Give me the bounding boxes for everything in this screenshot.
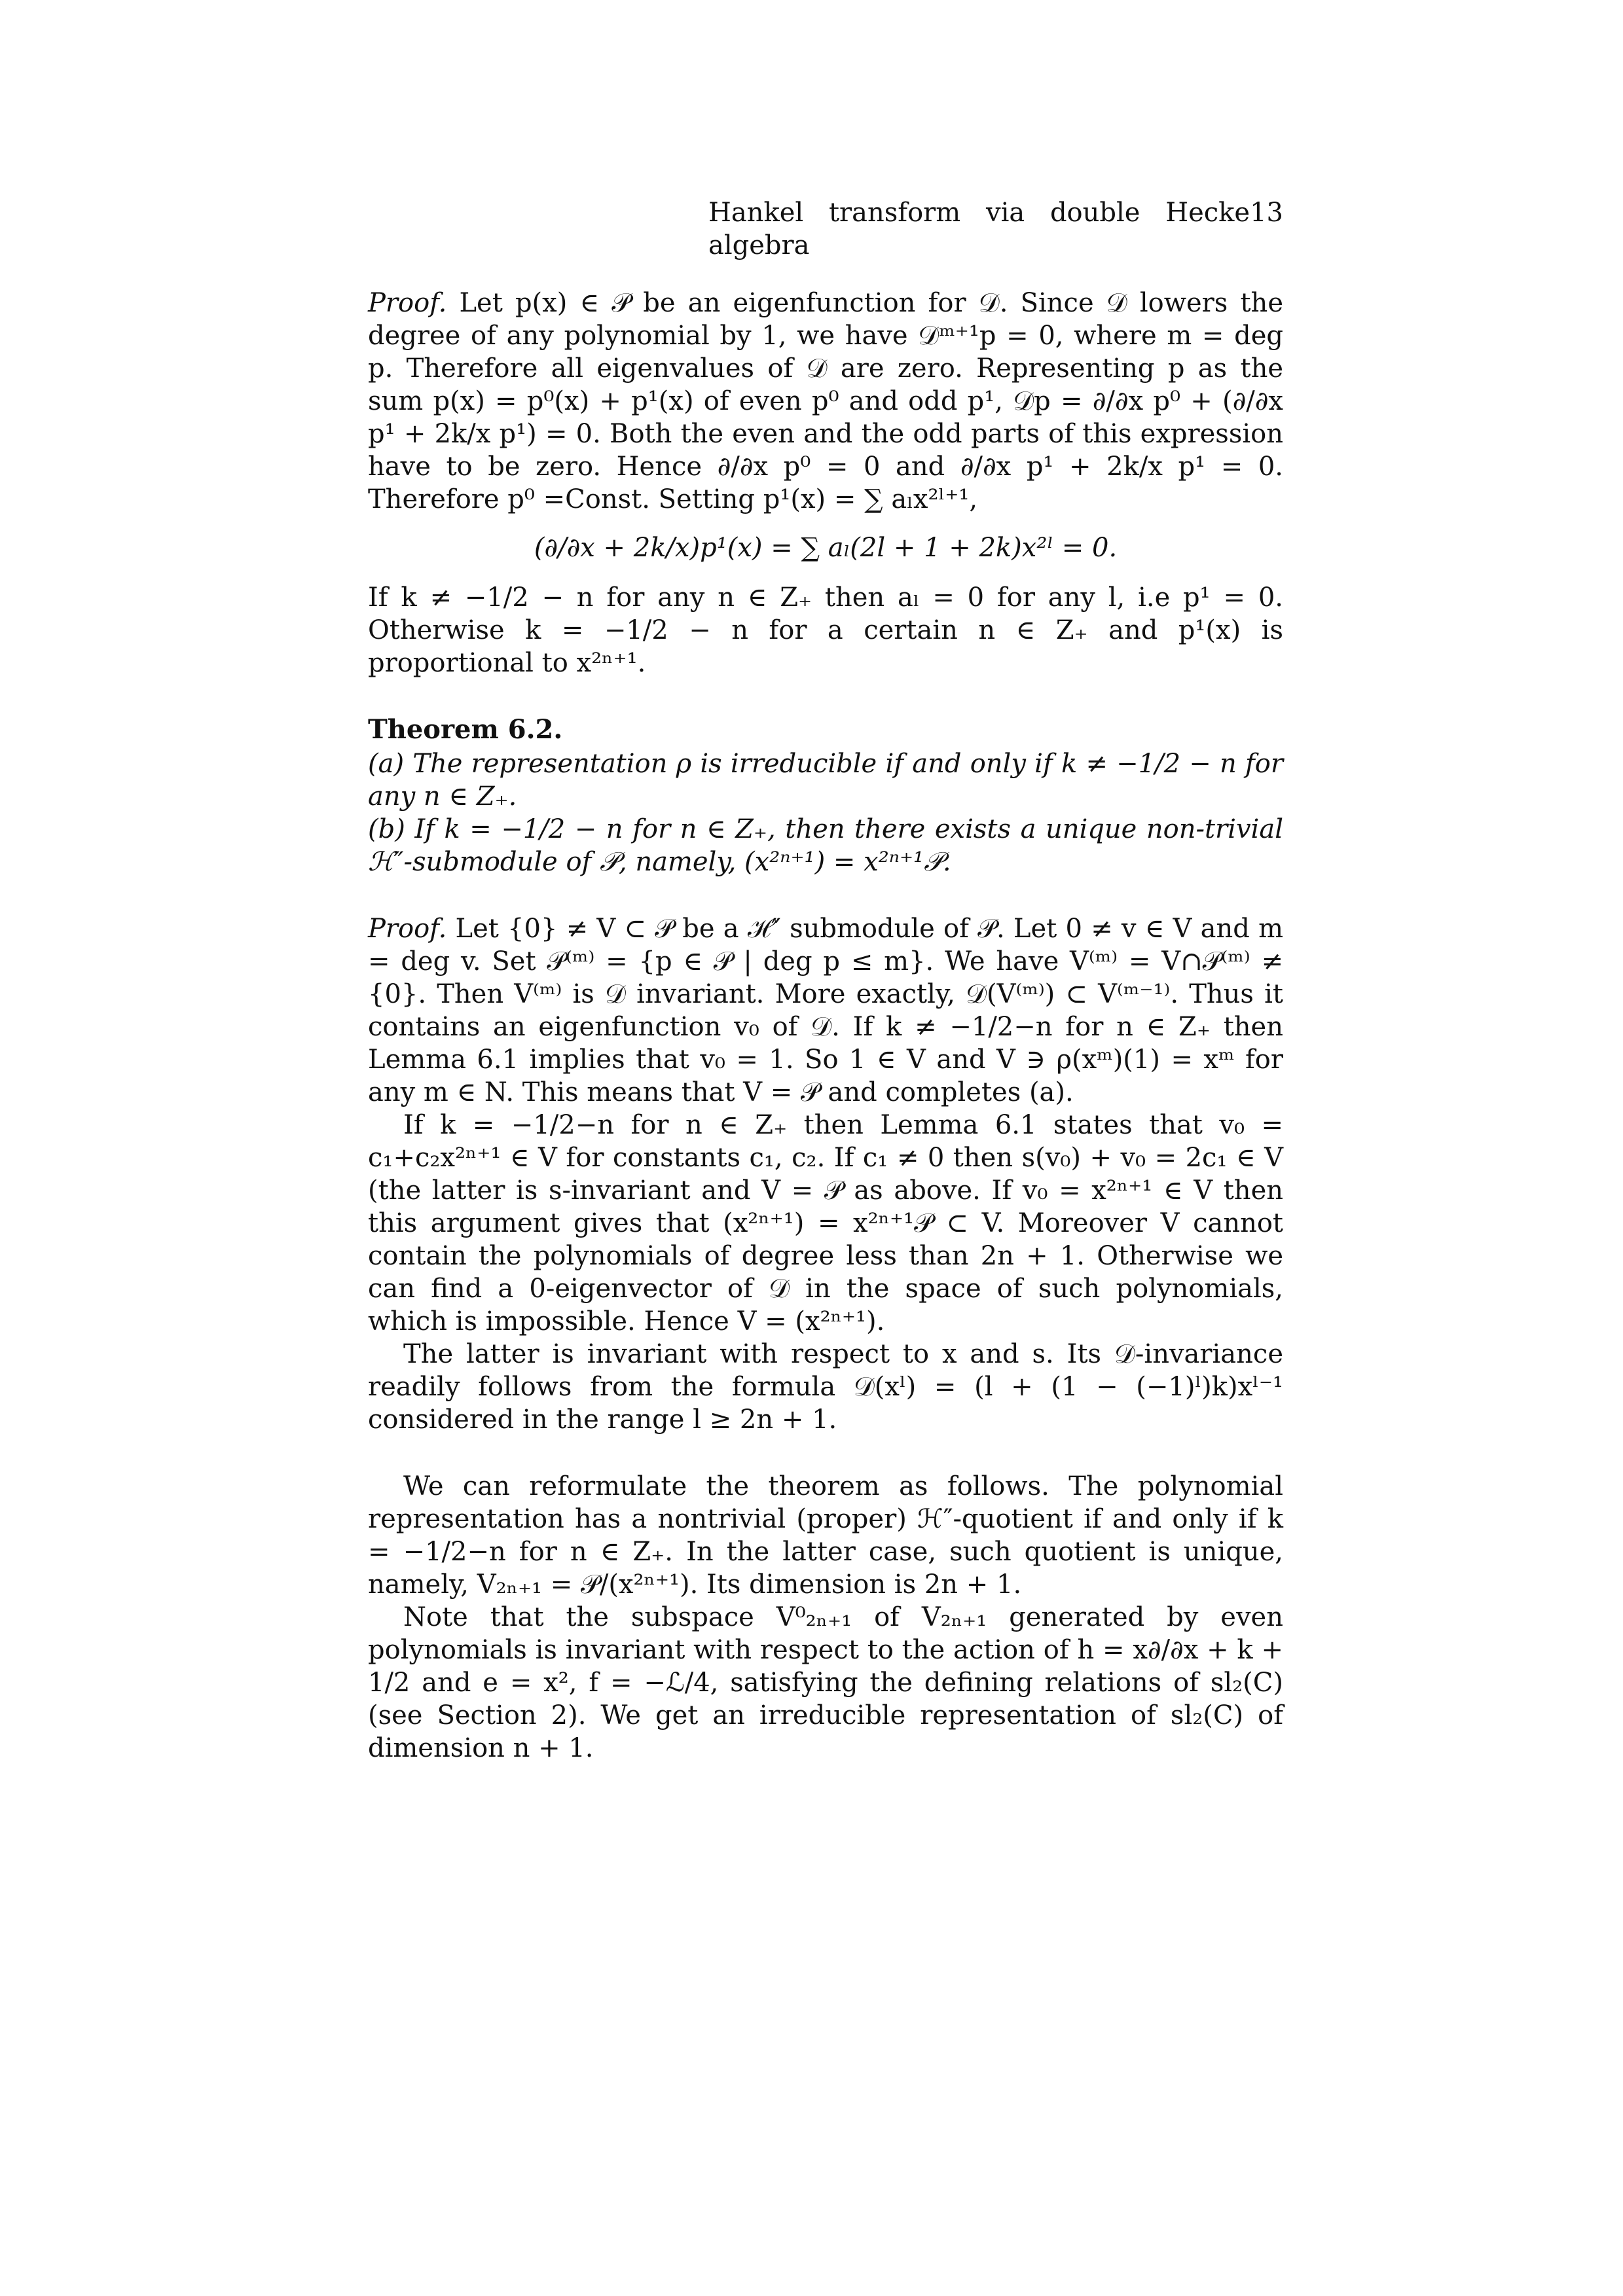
proof-2-paragraph-3: The latter is invariant with respect to x and s. Its 𝒟-invariance readily follows from the formula 𝒟(xˡ) = (l + (1 − (−1)ˡ)k)xˡ⁻¹ considered in the range l ≥ 2n + 1.: [368, 1339, 1283, 1435]
theorem-block: [368, 713, 1283, 878]
proof-1-conclusion: If k ≠ −1/2 − n for any n ∈ Z₊ then aₗ = 0 for any l, i.e p¹ = 0. Otherwise k = −1/2 − n for a certain n ∈ Z₊ and p¹(x) is proportional to x²ⁿ⁺¹.: [368, 583, 1283, 678]
display-equation: (∂/∂x + 2k/x)p¹(x) = ∑ aₗ(2l + 1 + 2k)x²ˡ = 0.: [534, 533, 1118, 563]
closing-paragraph-1: We can reformulate the theorem as follows. The polynomial representation has a nontrivial (proper) ℋ″-quotient if and only if k = −1/2−n for n ∈ Z₊. In the latter case, such quotient is unique, namely, V₂ₙ₊₁ = 𝒫/(x²ⁿ⁺¹). Its dimension is 2n + 1.: [368, 1471, 1283, 1600]
closing-paragraph-2: Note that the subspace V⁰₂ₙ₊₁ of V₂ₙ₊₁ generated by even polynomials is invariant with respect to the action of h = x∂/∂x + k + 1/2 and e = x², f = −ℒ/4, satisfying the defining relations of sl₂(C) (see Section 2). We get an irreducible representation of sl₂(C) of dimension n + 1.: [368, 1602, 1283, 1763]
page-number: 13: [1250, 198, 1283, 228]
proof-label: Proof.: [368, 914, 447, 944]
proof-1-paragraph: [368, 287, 1283, 516]
page-body: [368, 196, 1283, 1765]
proof-2-paragraph-1: [368, 912, 1283, 1109]
proof-2-text: Let {0} ≠ V ⊂ 𝒫 be a ℋ″ submodule of 𝒫. Let 0 ≠ v ∈ V and m = deg v. Set 𝒫⁽ᵐ⁾ = {p ∈ 𝒫 | deg p ≤ m}. We have V⁽ᵐ⁾ = V∩𝒫⁽ᵐ⁾ ≠ {0}. Then V⁽ᵐ⁾ is 𝒟 invariant. More exactly, 𝒟(V⁽ᵐ⁾) ⊂ V⁽ᵐ⁻¹⁾. Thus it contains an eigenfunction v₀ of 𝒟. If k ≠ −1/2−n for n ∈ Z₊ then Lemma 6.1 implies that v₀ = 1. So 1 ∈ V and V ∋ ρ(xᵐ)(1) = xᵐ for any m ∈ N. This means that V = 𝒫 and completes (a).: [368, 914, 1283, 1107]
proof-label: Proof.: [368, 288, 447, 318]
theorem-part-a: (a) The representation ρ is irreducible if and only if k ≠ −1/2 − n for any n ∈ Z₊.: [368, 749, 1283, 812]
proof-1-text: Let p(x) ∈ 𝒫 be an eigenfunction for 𝒟. Since 𝒟 lowers the degree of any polynomial by 1, we have 𝒟ᵐ⁺¹p = 0, where m = deg p. Therefore all eigenvalues of 𝒟 are zero. Representing p as the sum p(x) = p⁰(x) + p¹(x) of even p⁰ and odd p¹, 𝒟p = ∂/∂x p⁰ + (∂/∂x p¹ + 2k/x p¹) = 0. Both the even and the odd parts of this expression have to be zero. Hence ∂/∂x p⁰ = 0 and ∂/∂x p¹ + 2k/x p¹ = 0. Therefore p⁰ =Const. Setting p¹(x) = ∑ aₗx²ˡ⁺¹,: [368, 288, 1283, 514]
theorem-part-b: (b) If k = −1/2 − n for n ∈ Z₊, then there exists a unique non-trivial ℋ″-submodule of 𝒫, namely, (x²ⁿ⁺¹) = x²ⁿ⁺¹𝒫.: [368, 814, 1283, 877]
proof-2-paragraph-2: If k = −1/2−n for n ∈ Z₊ then Lemma 6.1 states that v₀ = c₁+c₂x²ⁿ⁺¹ ∈ V for constants c₁, c₂. If c₁ ≠ 0 then s(v₀) + v₀ = 2c₁ ∈ V (the latter is s-invariant and V = 𝒫 as above. If v₀ = x²ⁿ⁺¹ ∈ V then this argument gives that (x²ⁿ⁺¹) = x²ⁿ⁺¹𝒫 ⊂ V. Moreover V cannot contain the polynomials of degree less than 2n + 1. Otherwise we can find a 0-eigenvector of 𝒟 in the space of such polynomials, which is impossible. Hence V = (x²ⁿ⁺¹).: [368, 1110, 1283, 1336]
running-header: [368, 196, 1283, 262]
theorem-heading: Theorem 6.2.: [368, 714, 563, 745]
running-title: Hankel transform via double Hecke algebra: [708, 198, 1250, 260]
